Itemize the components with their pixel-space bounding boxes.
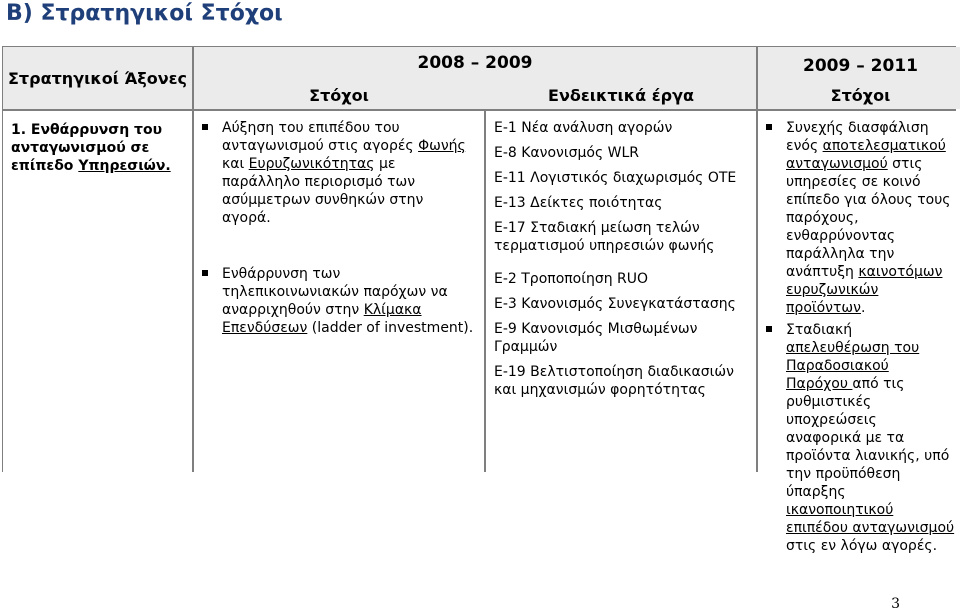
future-goal-item: Συνεχής διασφάλιση ενός αποτελεσματικού ανταγωνισμού στις υπηρεσίες σε κοινό επίπεδο για όλους τους παρόχους, ενθαρρύνοντας παράλληλα την ανάπτυξη καινοτόμων ευρυζωνικών προϊόντων.	[764, 119, 955, 317]
bullet-icon	[766, 326, 772, 332]
axis-text-underlined: Υπηρεσιών.	[78, 158, 171, 174]
future-goal-item: Σταδιακή απελευθέρωση του Παραδοσιακού Παρόχου από τις ρυθμιστικές υποχρεώσεις αναφορικά με τα προϊόντα λιανικής, υπό την προϋπόθεση ύπαρξης ικανοποιητικού επιπέδου ανταγωνισμού στις εν λόγω αγορές.	[764, 321, 955, 555]
header-axes	[3, 47, 192, 109]
work-item: Ε-11 Λογιστικός διαχωρισμός ΟΤΕ	[494, 170, 737, 186]
work-item: Ε-13 Δείκτες ποιότητας	[494, 195, 663, 211]
header-goals-label: Στόχοι	[309, 86, 369, 105]
future-goals-cell	[758, 111, 960, 554]
bullet-icon	[202, 124, 208, 130]
header-period-2009	[758, 47, 960, 109]
bullet-icon	[202, 270, 208, 276]
work-item: Ε-17 Σταδιακή μείωση τελών τερματισμού υπηρεσιών φωνής	[494, 220, 715, 254]
work-item: Ε-3 Κανονισμός Συνεγκατάστασης	[494, 296, 736, 312]
works-separator	[494, 262, 748, 270]
strategic-goals-table	[2, 46, 956, 554]
works-list	[486, 111, 756, 399]
work-item: Ε-2 Τροποποίηση RUO	[494, 271, 649, 287]
axis-text	[3, 111, 192, 175]
header-period1-label: 2008 – 2009	[417, 53, 533, 73]
header-works-label: Ενδεικτικά έργα	[548, 86, 694, 105]
future-goals-list	[758, 111, 960, 555]
header-axes-label: Στρατηγικοί Άξονες	[8, 68, 187, 88]
header-period2-label: 2009 – 2011	[803, 56, 918, 76]
goal-item: Αύξηση του επιπέδου του ανταγωνισμού στις αγορές Φωνής και Ευρυζωνικότητας με παράλληλο περιορισμό των ασύμμετρων συνθηκών στην αγορά.	[200, 119, 476, 227]
header-period-2008	[194, 47, 756, 109]
works-cell	[486, 111, 756, 475]
work-item: Ε-8 Κανονισμός WLR	[494, 145, 639, 161]
bullet-icon	[766, 124, 772, 130]
work-item: Ε-1 Νέα ανάλυση αγορών	[494, 120, 673, 136]
goal-item: Ενθάρρυνση των τηλεπικοινωνιακών παρόχων να αναρριχηθούν στην Κλίμακα Επενδύσεων (ladder of investment).	[200, 265, 476, 337]
header-goals2-label: Στόχοι	[830, 86, 891, 105]
page-title: Β) Στρατηγικοί Στόχοι	[6, 1, 283, 26]
goals-cell	[194, 111, 484, 475]
page-number: 3	[891, 596, 900, 612]
work-item: Ε-9 Κανονισμός Μισθωμένων Γραμμών	[494, 321, 698, 355]
goals-list	[194, 111, 484, 337]
work-item: Ε-19 Βελτιστοποίηση διαδικασιών και μηχανισμών φορητότητας	[494, 364, 734, 398]
axis-text-part: 1. Ενθάρρυνση του ανταγωνισμού σε επίπεδο	[11, 122, 163, 174]
axis-cell	[3, 111, 192, 475]
